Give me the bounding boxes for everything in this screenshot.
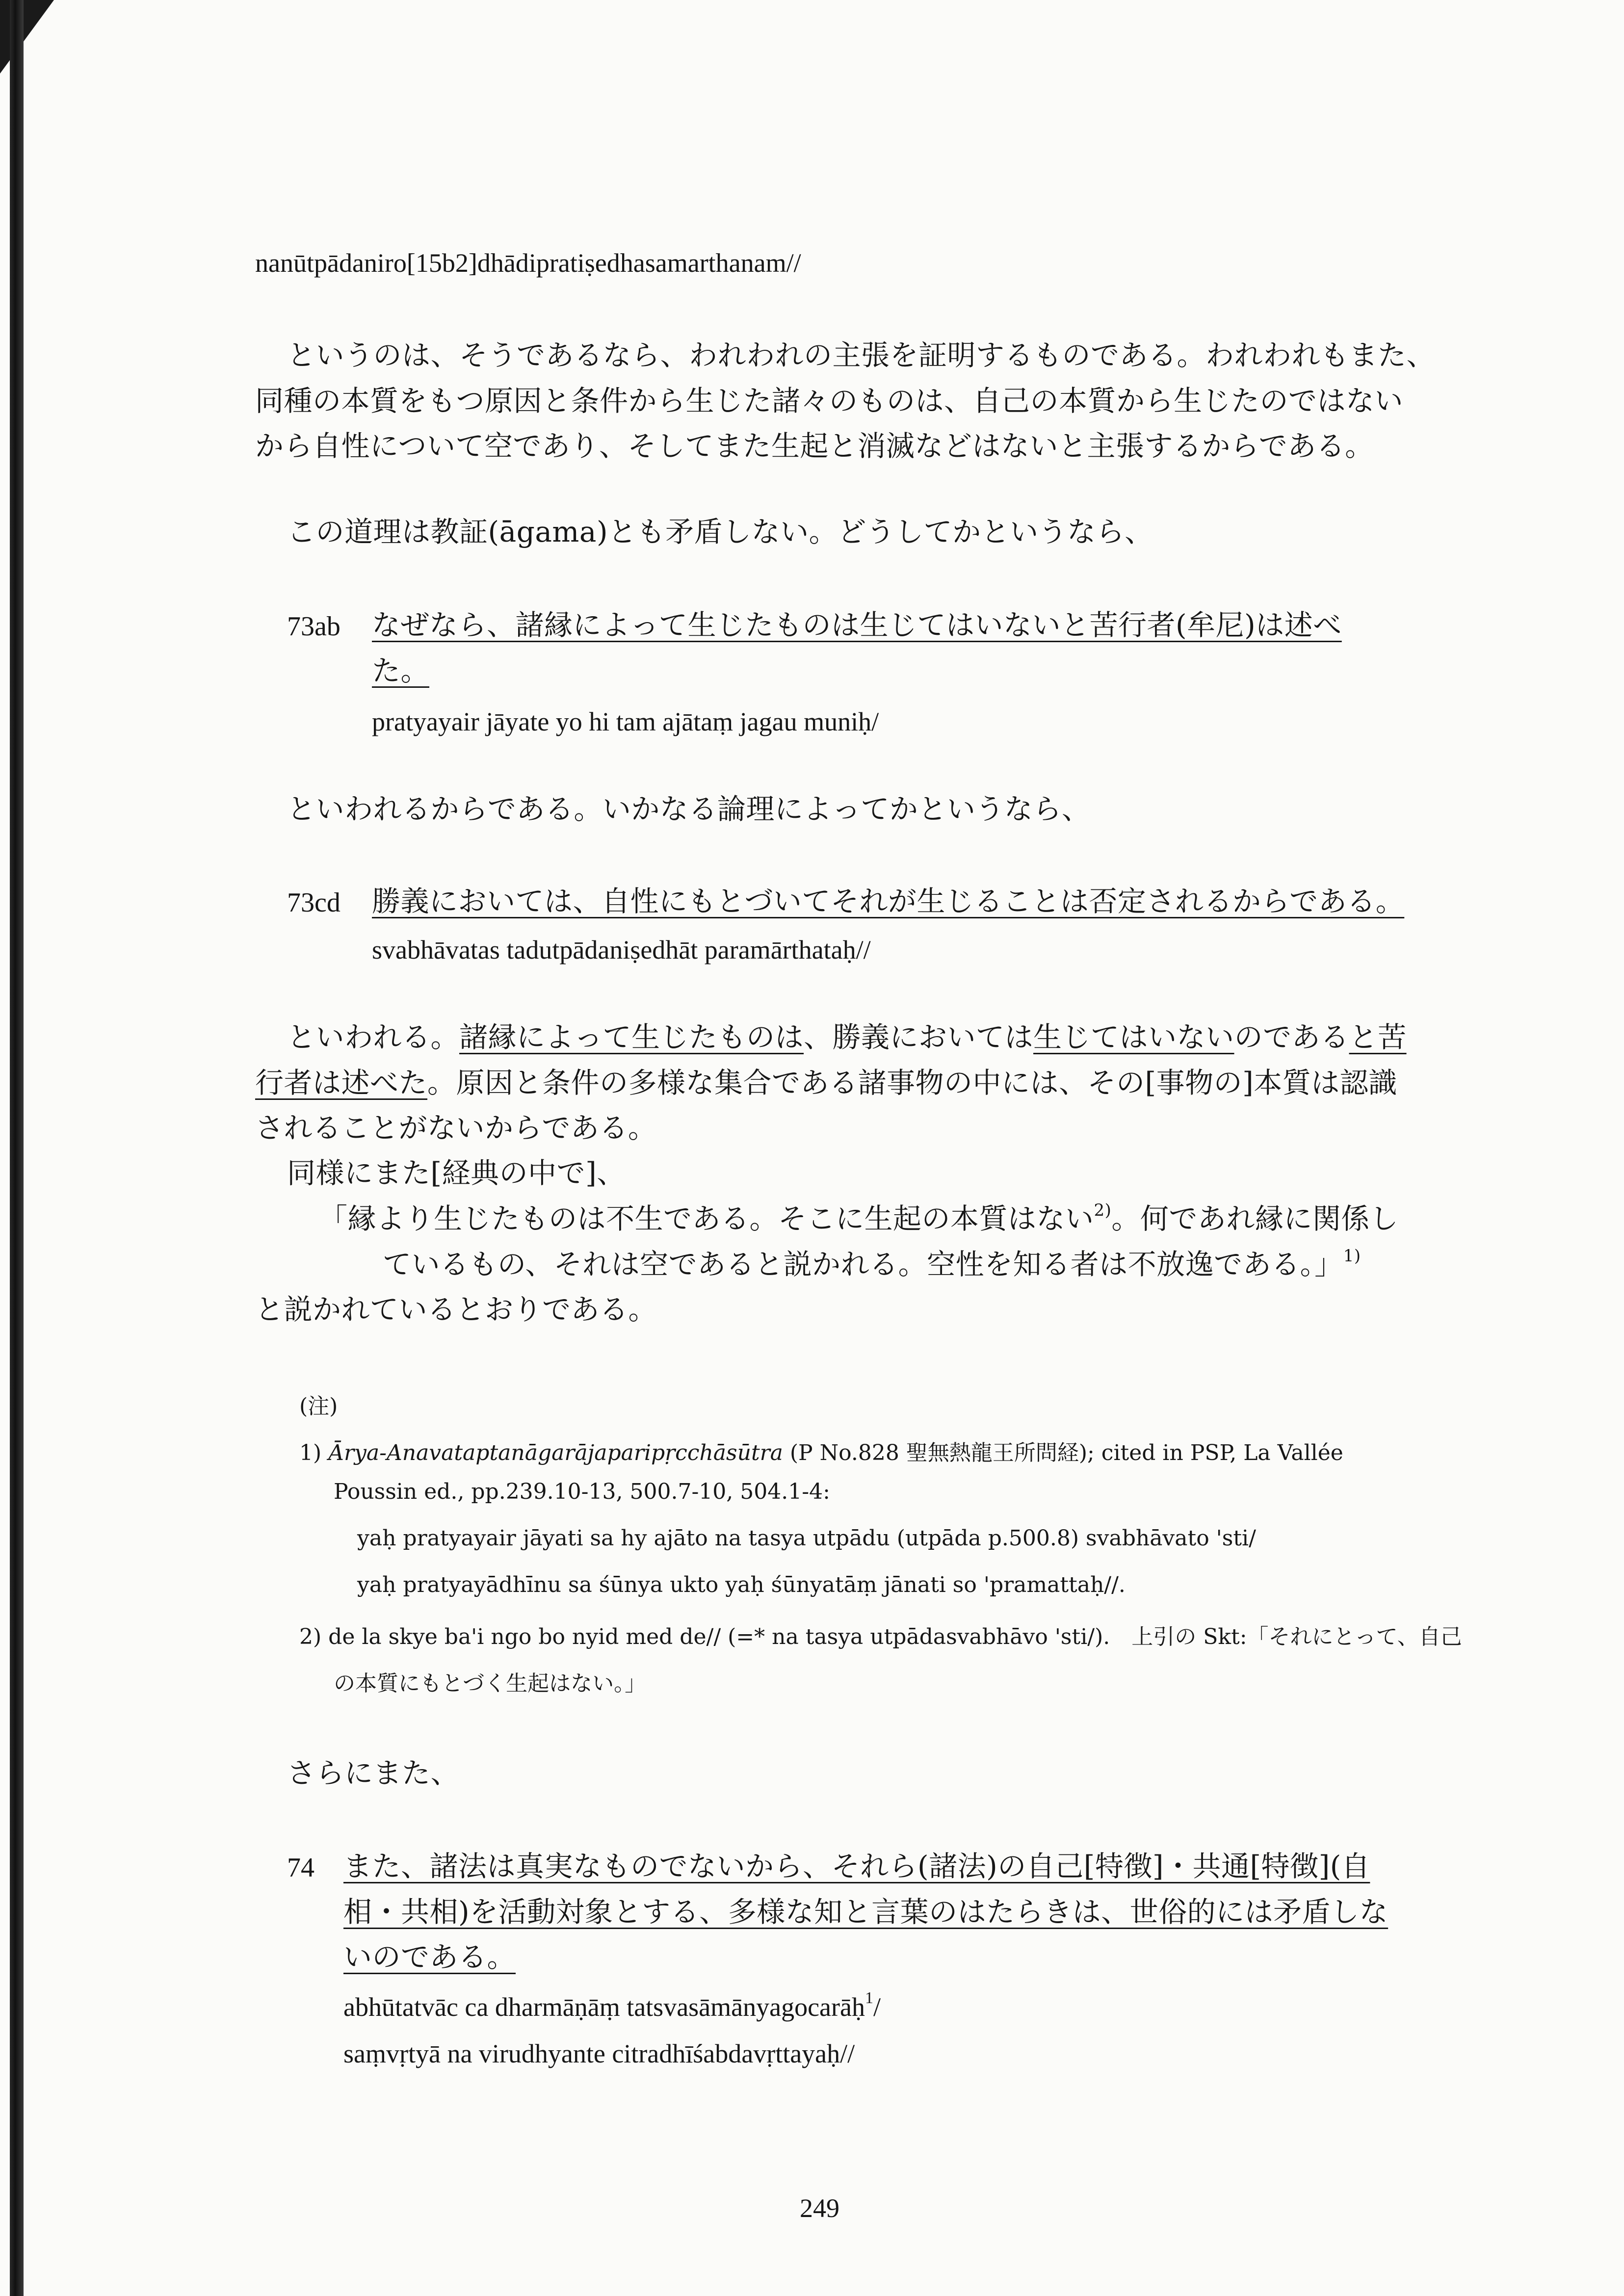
- paragraph-4-line-3: されることがないからである。: [255, 1111, 657, 1145]
- p4-underlined-phrase: 生じてはいない: [1033, 1020, 1234, 1054]
- paragraph-5: さらにまた、: [287, 1756, 460, 1790]
- paragraph-4-line-2: [255, 1066, 1397, 1099]
- note-2-text: de la skye ba'i ngo bo nyid med de// (=* na tasya utpādasvabhāvo 'sti/). 上引の Skt:「それにとって、自己: [328, 1624, 1462, 1649]
- note-1-sutra-title: Ārya-Anavataptanāgarājaparipṛcchāsūtra: [328, 1440, 783, 1465]
- verse-74-note-ref: 1: [864, 1989, 873, 2007]
- p4-text: 、勝義においては: [804, 1020, 1034, 1054]
- note-1-line-2: Poussin ed., pp.239.10-13, 500.7-10, 504.1-4:: [334, 1479, 830, 1504]
- note-2-number: 2): [299, 1624, 322, 1649]
- note-1-line-3: yaḥ pratyayair jāyati sa hy ajāto na tasya utpādu (utpāda p.500.8) svabhāvato 'sti/: [357, 1526, 1256, 1551]
- p4-underlined-phrase: 行者は述べた: [255, 1066, 428, 1099]
- p4-underlined-phrase: 諸縁によって生じたものは: [459, 1020, 804, 1054]
- paragraph-4-line-7: と説かれているとおりである。: [255, 1293, 657, 1326]
- notes-heading: (注): [299, 1394, 338, 1419]
- note-2-line-2: の本質にもとづく生起はない。」: [334, 1671, 647, 1696]
- verse-74-sanskrit-line-2: saṃvṛtyā na virudhyante citradhīśabdavṛttayaḥ//: [343, 2039, 855, 2068]
- quotation-line-2: [383, 1246, 1361, 1281]
- verse-73ab-line-2: た。: [372, 654, 430, 687]
- quote-text: 。何であれ縁に関係し: [1111, 1202, 1399, 1235]
- note-ref-1: 1): [1343, 1246, 1361, 1266]
- p4-underlined-phrase: と苦: [1349, 1020, 1407, 1054]
- verse-74-sanskrit-text: abhūtatvāc ca dharmāṇāṃ tatsvasāmānyagocarāḥ: [343, 1992, 865, 2022]
- verse-74-line-3: いのである。: [343, 1940, 516, 1974]
- verse-74-sanskrit-end: /: [873, 1992, 881, 2022]
- note-1-line-4: yaḥ pratyayādhīnu sa śūnya ukto yaḥ śūnyatāṃ jānati so 'pramattaḥ//.: [357, 1572, 1126, 1597]
- page-number: 249: [800, 2193, 839, 2223]
- paragraph-3: といわれるからである。いかなる論理によってかというなら、: [287, 792, 1091, 826]
- verse-74-sanskrit-line-1: [343, 1989, 881, 2022]
- note-1-number: 1): [299, 1440, 322, 1465]
- paragraph-1-line-2: 同種の本質をもつ原因と条件から生じた諸々のものは、自己の本質から生じたのではない: [255, 384, 1404, 417]
- p4-text: のである: [1234, 1020, 1349, 1054]
- verse-73ab-sanskrit: pratyayair jāyate yo hi tam ajātaṃ jagau muniḥ/: [372, 707, 879, 736]
- paragraph-1-line-3: から自性について空であり、そしてまた生起と消滅などはないと主張するからである。: [255, 429, 1374, 463]
- verse-74-line-1: また、諸法は真実なものでないから、それら(諸法)の自己[特徴]・共通[特徴](自: [343, 1850, 1370, 1883]
- verse-73ab-line-1: なぜなら、諸縁によって生じたものは生じてはいないと苦行者(牟尼)は述べ: [372, 608, 1342, 642]
- p4-text: 。原因と条件の多様な集合である諸事物の中には、その[事物の]本質は認識: [427, 1066, 1397, 1099]
- verse-73cd-sanskrit: svabhāvatas tadutpādaniṣedhāt paramārthataḥ//: [372, 935, 871, 965]
- paragraph-1-line-1: というのは、そうであるなら、われわれの主張を証明するものである。われわれもまた、: [287, 339, 1436, 372]
- note-1-line-1: [299, 1435, 1343, 1466]
- paragraph-4-line-1: [287, 1020, 1407, 1054]
- verse-73cd-number: 73cd: [287, 887, 341, 918]
- p4-text: といわれる。: [287, 1020, 460, 1054]
- note-2-line-1: [299, 1619, 1462, 1650]
- paragraph-4-line-4: 同様にまた[経典の中で]、: [287, 1156, 626, 1190]
- verse-73ab-number: 73ab: [287, 611, 341, 642]
- quote-text: ているもの、それは空であると説かれる。空性を知る者は不放逸である。」: [383, 1248, 1343, 1281]
- binding-shadow-corner: [0, 0, 54, 74]
- quote-text: 「縁より生じたものは不生である。そこに生起の本質はない: [319, 1202, 1094, 1235]
- quotation-line-1: [319, 1200, 1399, 1235]
- top-transliteration: nanūtpādaniro[15b2]dhādipratiṣedhasamarthanam//: [255, 248, 801, 278]
- binding-shadow: [10, 0, 24, 2296]
- verse-74-number: 74: [287, 1852, 314, 1883]
- note-ref-2: 2): [1094, 1200, 1112, 1220]
- verse-73cd-line-1: 勝義においては、自性にもとづいてそれが生じることは否定されるからである。: [372, 885, 1405, 918]
- note-1-citation: (P No.828 聖無熱龍王所問経); cited in PSP, La Vallée: [783, 1440, 1343, 1465]
- paragraph-2: この道理は教証(āgama)とも矛盾しない。どうしてかというなら、: [287, 515, 1153, 548]
- verse-74-line-2: 相・共相)を活動対象とする、多様な知と言葉のはたらきは、世俗的には矛盾しな: [343, 1895, 1388, 1929]
